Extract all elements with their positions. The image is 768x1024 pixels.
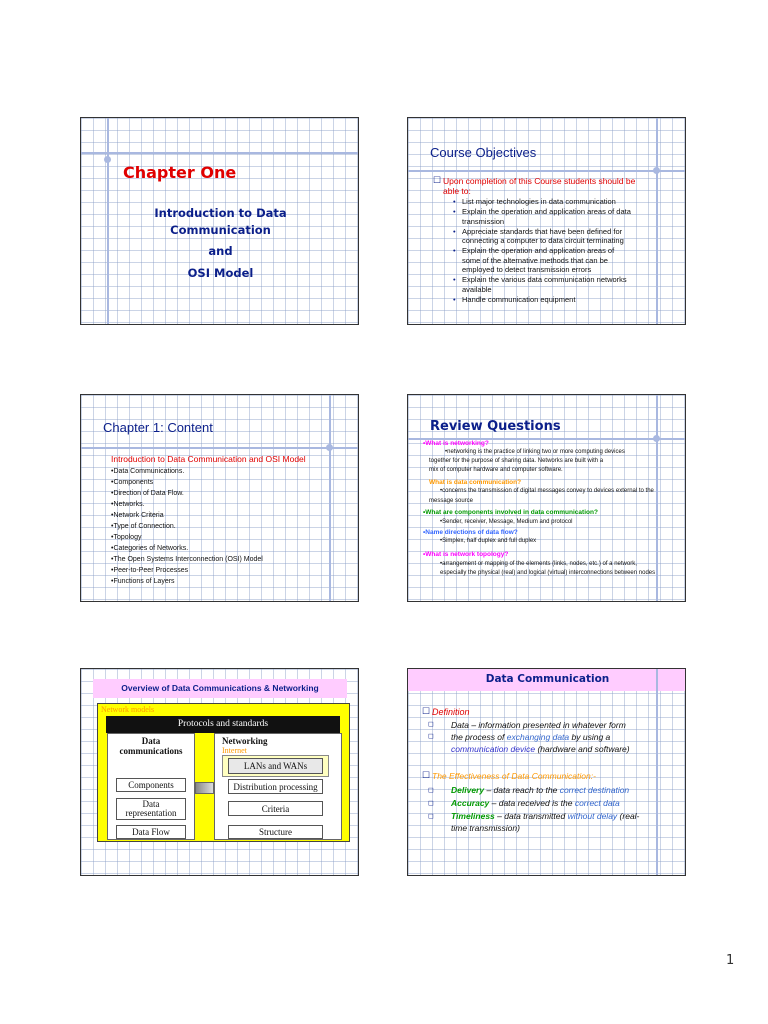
bullet-icon: • — [453, 197, 456, 206]
decorative-dot — [653, 435, 660, 442]
decorative-line — [408, 170, 686, 172]
subtitle-line: OSI Model — [187, 266, 254, 280]
data-representation-box: Data representation — [116, 798, 186, 820]
answer: especially the physical (real) and logical (virtual) interconnections between nodes — [440, 570, 656, 576]
question: •What are components involved in data communication? — [423, 509, 598, 516]
slide-5 — [80, 668, 359, 876]
square-bullet-icon: ◻ — [428, 813, 434, 820]
objective-line: Explain the operation and application areas of data — [462, 207, 631, 217]
bullet-icon: • — [453, 246, 456, 256]
objective-item — [453, 275, 631, 294]
answer: •concerns the transmission of digital messages convey to devices external to the — [440, 488, 654, 494]
decorative-line — [81, 447, 359, 449]
objective-item — [453, 246, 631, 275]
content-item: •Direction of Data Flow. — [111, 490, 184, 497]
content-item: •Data Communications. — [111, 468, 185, 475]
objective-line: employed to detect transmission errors — [462, 265, 592, 275]
slide-6 — [407, 668, 686, 876]
slide-title: Chapter 1: Content — [103, 420, 213, 435]
slide-title: Chapter One — [123, 163, 237, 182]
slide-title: Review Questions — [430, 419, 561, 434]
effectiveness-item: Timeliness – data transmitted without delay (real- — [451, 811, 640, 821]
answer: •Simplex, half duplex and full duplex — [440, 538, 537, 544]
decorative-dot — [104, 156, 111, 163]
answer: •Sender, receiver, Message, Medium and protocol — [440, 519, 573, 525]
intro-text: Upon completion of this Course students should be — [443, 176, 636, 186]
decorative-line — [329, 395, 331, 602]
answer: •arrangement or mapping of the elements (links, nodes, etc.) of a network, — [440, 561, 637, 567]
protocols-header: Protocols and standards — [177, 719, 269, 729]
square-bullet-icon: ◻ — [428, 721, 434, 728]
answer: •networking is the practice of linking two or more computing devices — [445, 449, 625, 455]
square-bullet-icon: ◻ — [428, 733, 434, 740]
slide-1 — [80, 117, 359, 325]
internet-label: Internet — [222, 746, 247, 755]
objective-line: available — [462, 284, 492, 294]
checkbox-bullet-icon: ☐ — [422, 770, 431, 780]
slide-title: Course Objectives — [430, 145, 537, 160]
distribution-processing-box: Distribution processing — [228, 779, 323, 794]
objective-line: Explain the operation and application areas of — [462, 246, 615, 256]
connector — [195, 782, 214, 794]
subtitle-line: Communication — [170, 223, 271, 237]
objective-line: connecting a computer to data circuit terminating — [462, 236, 624, 246]
slide-subtitle: Introduction to Data Communication and OSI Model — [111, 454, 306, 464]
data-flow-box: Data Flow — [116, 825, 186, 839]
checkbox-bullet-icon: ☐ — [433, 175, 442, 185]
effectiveness-item: time transmission) — [451, 823, 520, 833]
decorative-line — [656, 395, 658, 602]
objective-item — [453, 294, 631, 304]
answer: mix of computer hardware and computer software. — [429, 467, 563, 473]
networking-title: Networking — [222, 736, 268, 746]
bullet-icon: • — [453, 275, 456, 285]
content-item: •Categories of Networks. — [111, 545, 189, 552]
definition-item: the process of exchanging data by using a — [451, 732, 611, 742]
objective-item — [453, 207, 631, 226]
subtitle-line: and — [208, 244, 233, 258]
slide-title: Data Communication — [485, 673, 610, 685]
decorative-line — [107, 118, 109, 325]
objective-line: Appreciate standards that have been defined for — [462, 226, 623, 236]
definition-heading: Definition — [432, 707, 470, 717]
content-item: •Type of Connection. — [111, 523, 176, 530]
bullet-icon: • — [453, 226, 456, 236]
effectiveness-item: Accuracy – data received is the correct data — [451, 798, 620, 808]
content-item: •Functions of Layers — [111, 578, 175, 585]
objective-item — [453, 226, 631, 246]
subtitle-line: Introduction to Data — [154, 206, 287, 220]
content-list — [111, 466, 263, 587]
slide-4 — [407, 394, 686, 602]
question: •What is network topology? — [423, 551, 509, 558]
decorative-line — [656, 669, 658, 876]
content-item: •Components — [111, 479, 154, 486]
question: •Name directions of data flow? — [423, 529, 518, 536]
content-item: •The Open Systems Interconnection (OSI) Model — [111, 556, 263, 563]
decorative-dot — [653, 167, 660, 174]
decorative-line — [81, 152, 359, 154]
bullet-icon: • — [453, 294, 456, 304]
content-item: •Topology — [111, 534, 142, 541]
slide-2 — [407, 117, 686, 325]
content-item: •Network Criteria — [111, 512, 164, 519]
bullet-icon: • — [453, 207, 456, 217]
definition-item: communication device (hardware and software) — [451, 744, 630, 754]
data-communications-title: Data — [141, 736, 161, 746]
objective-line: Explain the various data communication networks — [462, 275, 627, 285]
data-communications-title: communications — [119, 746, 183, 756]
definition-item: Data – information presented in whatever form — [451, 720, 626, 730]
structure-box: Structure — [228, 825, 323, 839]
slide-title: Overview of Data Communications & Networking — [121, 683, 319, 693]
objective-line: Handle communication equipment — [462, 294, 576, 304]
lans-and-wans-box: LANs and WANs — [228, 758, 323, 774]
answer: together for the purpose of sharing data. Networks are built with a — [429, 458, 604, 464]
network-models-label: Network models — [101, 705, 155, 714]
answer: message source — [429, 498, 474, 504]
objectives-list — [453, 197, 631, 305]
network-models-diagram — [97, 703, 350, 842]
objective-line: some of the alternative methods that can be — [462, 255, 608, 265]
page-number: 1 — [726, 953, 735, 968]
content-item: •Networks. — [111, 501, 145, 508]
decorative-line — [656, 118, 658, 325]
intro-text: able to: — [443, 186, 471, 196]
decorative-dot — [326, 444, 333, 451]
objective-line: transmission — [462, 216, 505, 226]
square-bullet-icon: ◻ — [428, 800, 434, 807]
slide-3 — [80, 394, 359, 602]
objective-line: List major technologies in data communication — [462, 197, 616, 206]
content-item: •Peer-to-Peer Processes — [111, 567, 189, 574]
question: What is data communication? — [429, 479, 522, 486]
question: •What is networking? — [423, 440, 489, 447]
components-box: Components — [116, 778, 186, 792]
effectiveness-heading: The Effectiveness of Data Communication:- — [432, 771, 596, 781]
effectiveness-item: Delivery – data reach to the correct destination — [451, 785, 630, 795]
objective-item — [453, 197, 631, 206]
criteria-box: Criteria — [228, 801, 323, 816]
checkbox-bullet-icon: ☐ — [422, 706, 431, 716]
square-bullet-icon: ◻ — [428, 787, 434, 794]
